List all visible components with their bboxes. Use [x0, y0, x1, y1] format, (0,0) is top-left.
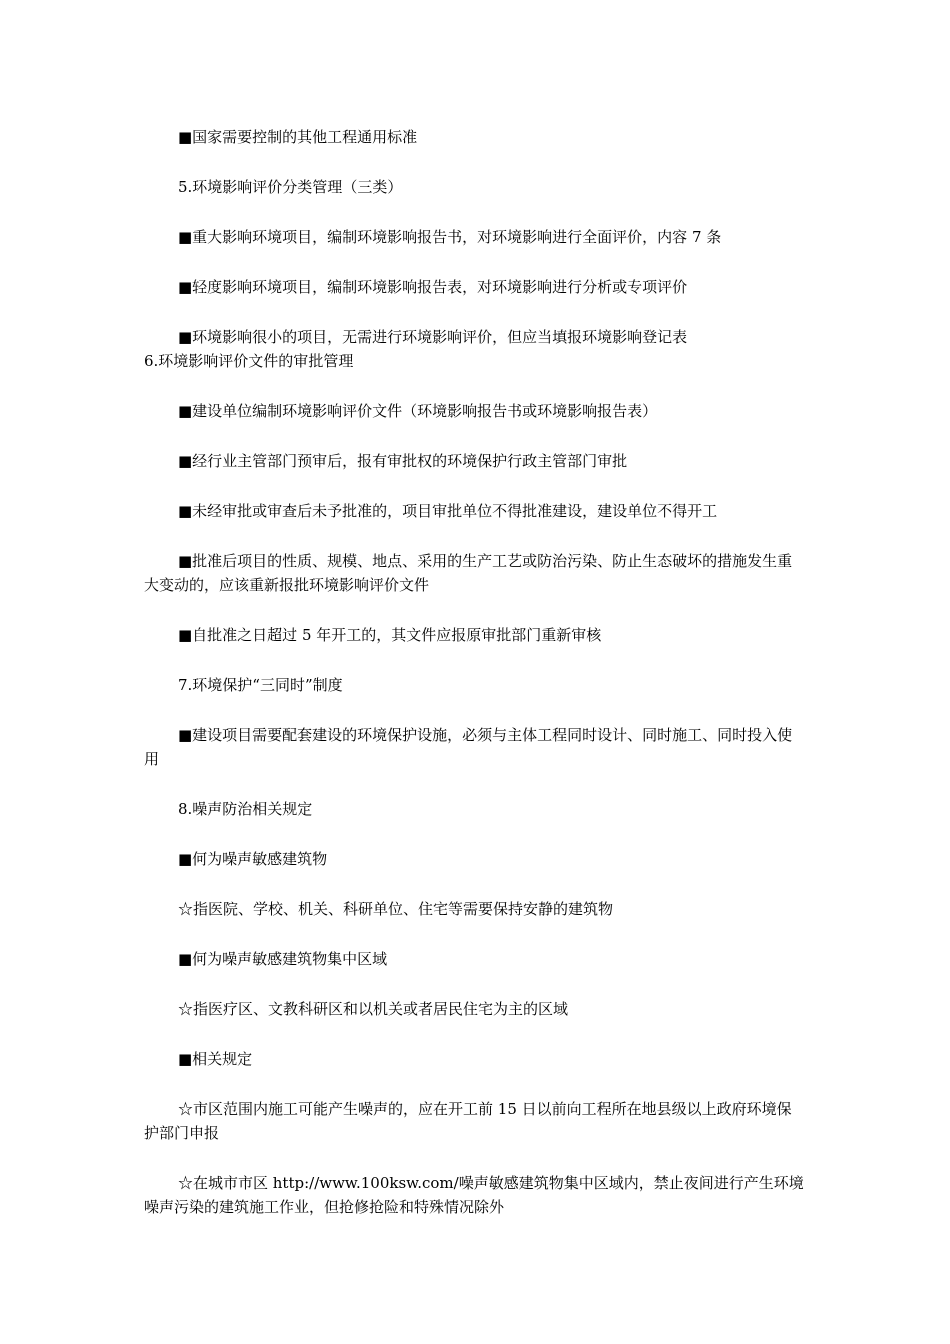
- heading-8-noise-control: 8.噪声防治相关规定: [178, 800, 313, 818]
- heading-7-three-simultaneous: 7.环境保护“三同时”制度: [178, 676, 343, 694]
- paragraph-bullet-protection-facilities: ■建设项目需要配套建设的环境保护设施，必须与主体工程同时设计、同时施工、同时投入使用: [144, 726, 793, 768]
- paragraph-bullet-sensitive-area: ■何为噪声敏感建筑物集中区域: [178, 950, 388, 968]
- paragraph-bullet-major-change: ■批准后项目的性质、规模、地点、采用的生产工艺或防治污染、防止生态破坏的措施发生重大变动的，应该重新报批环境影响评价文件: [144, 552, 793, 594]
- heading-6-approval-management: 6.环境影响评价文件的审批管理: [144, 352, 354, 370]
- paragraph-bullet-noise-sensitive-building: ■何为噪声敏感建筑物: [178, 850, 328, 868]
- paragraph-bullet-major-impact: ■重大影响环境项目，编制环境影响报告书，对环境影响进行全面评价，内容 7 条: [178, 228, 722, 246]
- paragraph-bullet-prepare-documents: ■建设单位编制环境影响评价文件（环境影响报告书或环境影响报告表）: [178, 402, 658, 420]
- paragraph-bullet-small-impact: ■环境影响很小的项目，无需进行环境影响评价，但应当填报环境影响登记表: [178, 328, 688, 346]
- paragraph-star-area-definition: ☆指医疗区、文教科研区和以机关或者居民住宅为主的区域: [178, 1000, 569, 1018]
- paragraph-bullet-minor-impact: ■轻度影响环境项目，编制环境影响报告表，对环境影响进行分析或专项评价: [178, 278, 688, 296]
- heading-5-eia-classification: 5.环境影响评价分类管理（三类）: [178, 178, 403, 196]
- paragraph-bullet-other-standards: ■国家需要控制的其他工程通用标准: [178, 128, 418, 146]
- paragraph-star-building-definition: ☆指医院、学校、机关、科研单位、住宅等需要保持安静的建筑物: [178, 900, 614, 918]
- paragraph-star-declaration: ☆市区范围内施工可能产生噪声的，应在开工前 15 日以前向工程所在地县级以上政府环境保护部门申报: [144, 1100, 792, 1142]
- paragraph-bullet-related-rules: ■相关规定: [178, 1050, 253, 1068]
- paragraph-bullet-five-years: ■自批准之日超过 5 年开工的，其文件应报原审批部门重新审核: [178, 626, 602, 644]
- paragraph-bullet-not-approved: ■未经审批或审查后未予批准的，项目审批单位不得批准建设，建设单位不得开工: [178, 502, 718, 520]
- paragraph-star-night-construction: ☆在城市市区 http://www.100ksw.com/噪声敏感建筑物集中区域内，禁止夜间进行产生环境噪声污染的建筑施工作业，但抢修抢险和特殊情况除外: [144, 1174, 804, 1216]
- paragraph-bullet-preliminary-review: ■经行业主管部门预审后，报有审批权的环境保护行政主管部门审批: [178, 452, 628, 470]
